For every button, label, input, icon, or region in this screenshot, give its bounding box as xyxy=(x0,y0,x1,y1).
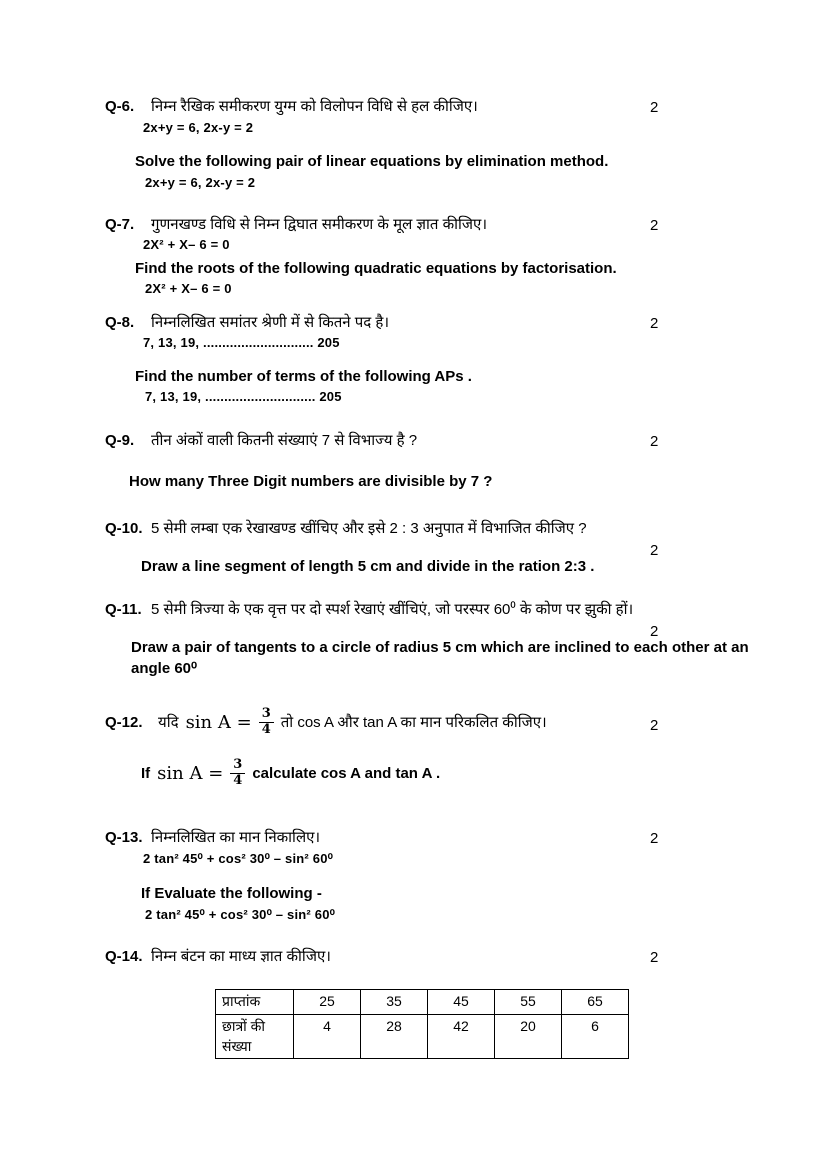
equation-english-part: 2x+y = 6, 2x-y = 2 xyxy=(145,175,256,191)
question-9 xyxy=(105,430,757,492)
question-text-english: Find the roots of the following quadratic equations by factorisation. xyxy=(135,259,617,277)
english-prefix: If xyxy=(141,764,151,782)
question-number: Q-11. xyxy=(105,601,142,619)
table-cell-label: प्राप्तांक xyxy=(216,990,294,1015)
table-cell: 65 xyxy=(562,990,629,1015)
question-text-hindi: निम्न बंटन का माध्य ज्ञात कीजिए। xyxy=(151,948,331,966)
fraction-denominator: 4 xyxy=(233,772,243,788)
question-12 xyxy=(105,707,757,789)
table-cell: 4 xyxy=(294,1015,361,1059)
equation-english-part: 2X² + X– 6 = 0 xyxy=(145,280,232,296)
table-cell: 42 xyxy=(428,1015,495,1059)
fraction-denominator: 4 xyxy=(261,722,271,738)
table-cell: 45 xyxy=(428,990,495,1015)
marks: 2 xyxy=(650,433,659,451)
question-text-hindi: निम्नलिखित का मान निकालिए। xyxy=(151,828,321,846)
table-cell: 25 xyxy=(294,990,361,1015)
fraction xyxy=(230,758,245,789)
marks: 2 xyxy=(650,314,659,332)
table-cell-label: छात्रों की संख्या xyxy=(216,1015,294,1059)
table-cell: 35 xyxy=(361,990,428,1015)
english-suffix: calculate cos A and tan A . xyxy=(252,764,441,782)
question-text-english: Find the number of terms of the following APs . xyxy=(135,367,472,385)
question-text-hindi: गुणनखण्ड विधि से निम्न द्विघात समीकरण के मूल ज्ञात कीजिए। xyxy=(151,216,488,234)
fraction-numerator: 3 xyxy=(259,707,274,723)
table-cell: 20 xyxy=(495,1015,562,1059)
equation-hindi-part: 2x+y = 6, 2x-y = 2 xyxy=(143,120,254,135)
question-text-hindi: 5 सेमी त्रिज्या के एक वृत्त पर दो स्पर्श रेखाएं खींचिएं, जो परस्पर 60⁰ के कोण पर झुकी हों। xyxy=(151,601,634,619)
marks: 2 xyxy=(650,99,659,116)
question-text-english: Solve the following pair of linear equations by elimination method. xyxy=(135,153,609,171)
marks: 2 xyxy=(650,949,659,967)
question-text-english xyxy=(141,758,757,789)
series-english-part: 7, 13, 19, ............................. 205 xyxy=(145,388,342,404)
table-row-marks xyxy=(216,990,629,1015)
question-number: Q-13. xyxy=(105,828,143,846)
fraction xyxy=(259,707,274,738)
question-number: Q-7. xyxy=(105,216,135,234)
question-text-hindi: यदि xyxy=(158,714,179,732)
table-cell: 28 xyxy=(361,1015,428,1059)
question-14 xyxy=(105,946,757,1059)
series-hindi-part: 7, 13, 19, ............................. 205 xyxy=(143,334,340,350)
question-text-english: How many Three Digit numbers are divisible by 7 ? xyxy=(129,473,493,491)
question-text-english: Draw a pair of tangents to a circle of radius 5 cm which are inclined to each other at an angle 60⁰ xyxy=(131,639,749,678)
math-sin-expression: sin A = xyxy=(185,711,252,733)
question-number: Q-8. xyxy=(105,313,135,331)
table-cell: 6 xyxy=(562,1015,629,1059)
question-text-hindi: तीन अंकों वाली कितनी संख्याएं 7 से विभाज्य है ? xyxy=(151,432,418,450)
question-number: Q-12. xyxy=(105,714,143,732)
question-text-hindi: निम्नलिखित समांतर श्रेणी में से कितने पद है। xyxy=(151,313,390,331)
question-text-hindi: निम्न रैखिक समीकरण युग्म को विलोपन विधि से हल कीजिए। xyxy=(151,98,478,115)
equation-hindi-part: 2X² + X– 6 = 0 xyxy=(143,237,230,253)
table-row-students xyxy=(216,1015,629,1059)
question-8 xyxy=(105,312,757,406)
marks: 2 xyxy=(650,542,659,560)
question-6 xyxy=(105,96,757,192)
question-text-english: If Evaluate the following - xyxy=(141,885,322,903)
equation-english-part: 2 tan² 45⁰ + cos² 30⁰ – sin² 60⁰ xyxy=(145,907,336,923)
question-7 xyxy=(105,214,757,297)
question-number: Q-14. xyxy=(105,948,143,966)
frequency-table xyxy=(215,989,629,1059)
question-text-english: Draw a line segment of length 5 cm and divide in the ration 2:3 . xyxy=(141,558,595,576)
question-text-hindi: 5 सेमी लम्बा एक रेखाखण्ड खींचिए और इसे 2 : 3 अनुपात में विभाजित कीजिए ? xyxy=(151,520,587,538)
question-number: Q-6. xyxy=(105,98,135,115)
question-text-hindi: तो cos A और tan A का मान परिकलित कीजिए। xyxy=(280,714,547,732)
question-10 xyxy=(105,518,757,577)
question-13 xyxy=(105,827,757,924)
equation-hindi-part: 2 tan² 45⁰ + cos² 30⁰ – sin² 60⁰ xyxy=(143,850,334,866)
math-sin-expression: sin A = xyxy=(157,762,224,784)
question-number: Q-9. xyxy=(105,432,135,450)
marks: 2 xyxy=(650,623,659,641)
marks: 2 xyxy=(650,829,659,847)
table-cell: 55 xyxy=(495,990,562,1015)
marks: 2 xyxy=(650,717,659,735)
marks: 2 xyxy=(650,217,659,235)
question-number: Q-10. xyxy=(105,520,143,538)
question-11 xyxy=(105,599,757,679)
fraction-numerator: 3 xyxy=(230,758,245,774)
